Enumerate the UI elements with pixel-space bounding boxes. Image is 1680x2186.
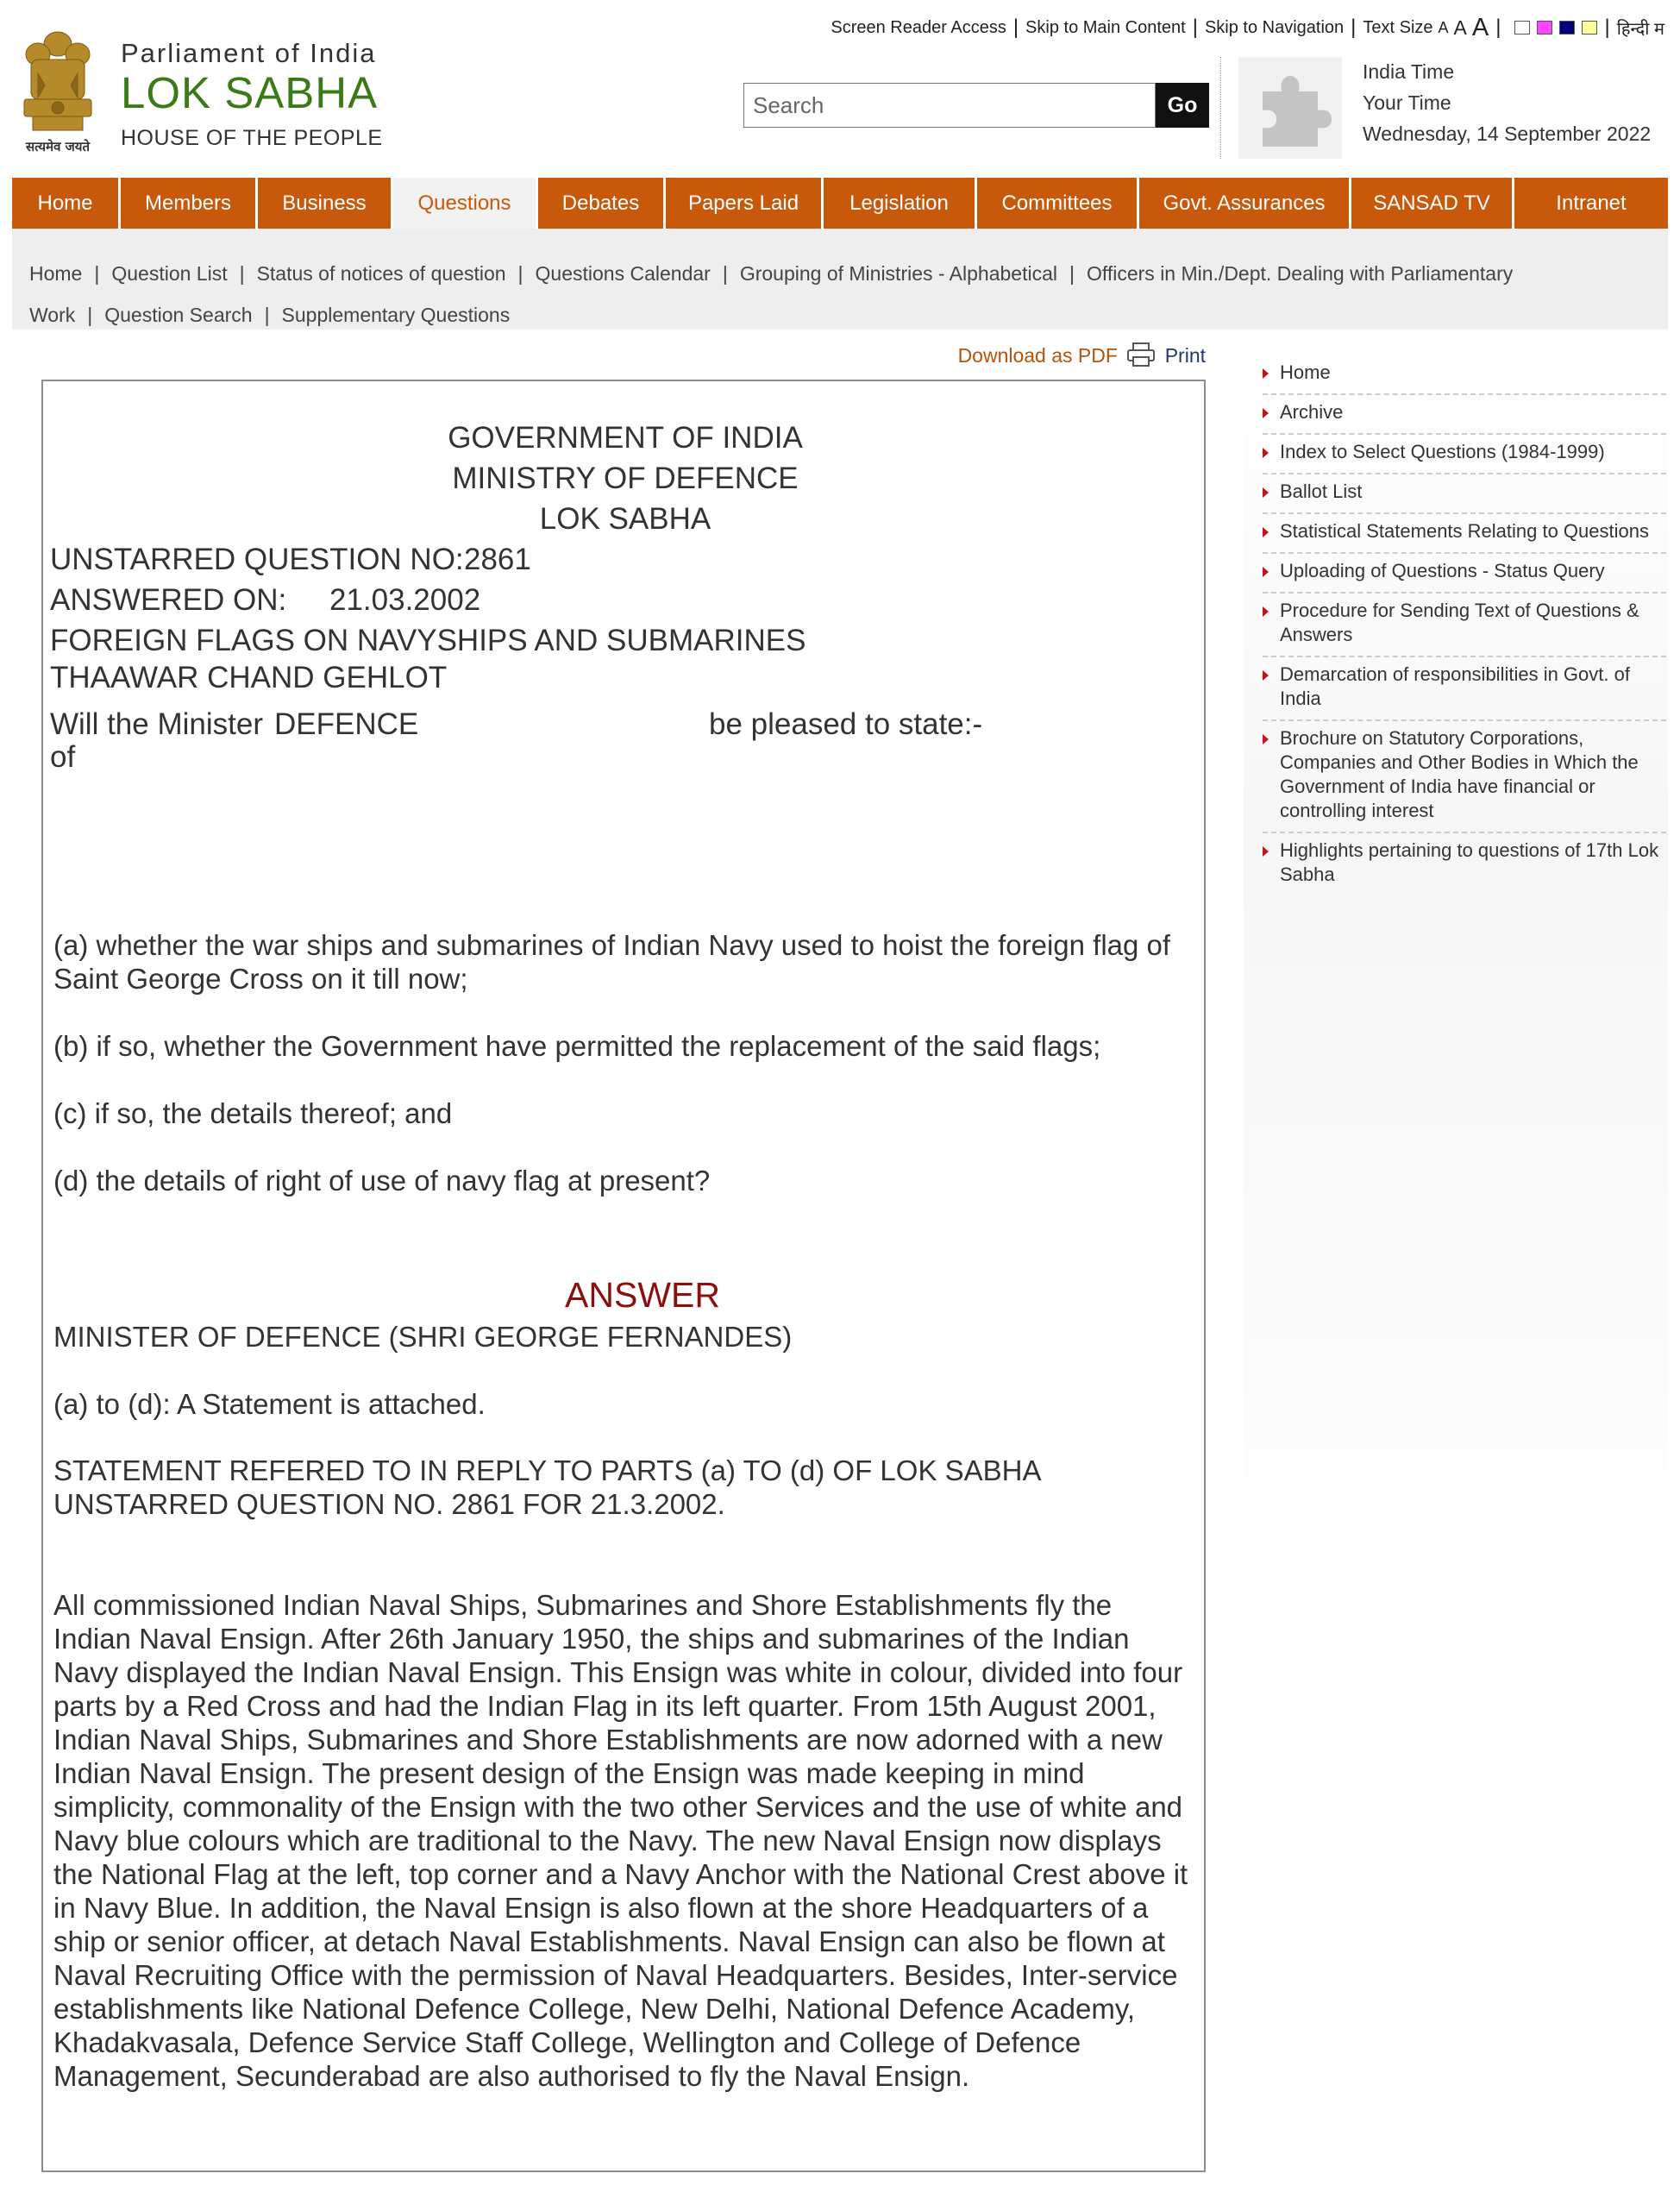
questions-sub-navigation: Home | Question List | Status of notices of question | Questions Calendar | Grouping of Ministries - Alphabetical | Officers in Min./Dept. Dealing with Parliamentary Work | Question Search | Supplementary Questions: [12, 229, 1668, 330]
subnav-home[interactable]: Home: [29, 262, 83, 285]
sidebar-item-statistical-statements[interactable]: Statistical Statements Relating to Questions: [1263, 514, 1666, 554]
statement-heading: STATEMENT REFERED TO IN REPLY TO PARTS (a) TO (d) OF LOK SABHA UNSTARRED QUESTION NO. 2861 FOR 21.3.2002.: [53, 1454, 1040, 1520]
separator: |: [1351, 16, 1357, 39]
search-input[interactable]: [743, 83, 1156, 128]
your-time-label: Your Time: [1363, 91, 1451, 114]
nav-debates[interactable]: Debates: [538, 178, 666, 229]
subnav-grouping-of-ministries[interactable]: Grouping of Ministries - Alphabetical: [739, 262, 1057, 285]
sidebar-item-uploading-status-query[interactable]: Uploading of Questions - Status Query: [1263, 554, 1666, 594]
question-part-c: (c) if so, the details thereof; and: [53, 1097, 453, 1129]
bullet-arrow-icon: [1263, 734, 1269, 744]
theme-white-swatch[interactable]: [1514, 21, 1530, 35]
bullet-arrow-icon: [1263, 408, 1269, 418]
separator: |: [1604, 16, 1610, 39]
document-actions: [862, 342, 1206, 373]
bullet-arrow-icon: [1263, 846, 1269, 857]
skip-to-main-content-link[interactable]: Skip to Main Content: [1025, 17, 1186, 37]
sidebar-item-archive[interactable]: Archive: [1263, 395, 1666, 435]
sidebar-item-home[interactable]: Home: [1263, 355, 1666, 395]
text-size-small-button[interactable]: A: [1438, 18, 1449, 36]
emblem-motto: सत्यमेव जयते: [25, 139, 91, 154]
question-number: 2861: [464, 543, 531, 576]
sidebar-item-index-select-questions[interactable]: Index to Select Questions (1984-1999): [1263, 435, 1666, 474]
text-size-label: Text Size: [1363, 17, 1433, 37]
main-navigation: [12, 178, 1668, 229]
answer-intro: (a) to (d): A Statement is attached.: [53, 1388, 486, 1420]
brand-house-of-the-people: HOUSE OF THE PEOPLE: [121, 126, 383, 150]
search-go-button[interactable]: Go: [1156, 83, 1209, 128]
theme-yellow-swatch[interactable]: [1582, 21, 1597, 35]
nav-business[interactable]: Business: [258, 178, 393, 229]
subnav-question-search[interactable]: Question Search: [104, 304, 253, 326]
accessibility-bar: [831, 14, 1664, 41]
print-link[interactable]: Print: [1164, 344, 1206, 367]
subnav-supplementary-questions[interactable]: Supplementary Questions: [281, 304, 511, 326]
sidebar-item-brochure-statutory-corporations[interactable]: Brochure on Statutory Corporations, Companies and Other Bodies in Which the Government of India have financial or controlling interest: [1263, 721, 1666, 833]
plugin-placeholder: [1238, 57, 1342, 159]
answer-minister: MINISTER OF DEFENCE (SHRI GEORGE FERNANDES): [53, 1321, 793, 1353]
pleased-to-state: be pleased to state:-: [709, 707, 983, 741]
national-emblem-icon[interactable]: [12, 24, 103, 155]
download-pdf-link[interactable]: Download as PDF: [957, 344, 1118, 367]
sidebar-item-highlights-17th-lok-sabha[interactable]: Highlights pertaining to questions of 17th Lok Sabha: [1263, 833, 1666, 895]
text-size-medium-button[interactable]: A: [1453, 16, 1467, 39]
subnav-status-of-notices[interactable]: Status of notices of question: [256, 262, 506, 285]
question-subject: FOREIGN FLAGS ON NAVYSHIPS AND SUBMARINES: [50, 624, 806, 657]
nav-members[interactable]: Members: [121, 178, 258, 229]
theme-pink-swatch[interactable]: [1537, 21, 1552, 35]
bullet-arrow-icon: [1263, 368, 1269, 379]
ministry-short: DEFENCE: [274, 707, 419, 741]
separator: |: [1192, 16, 1198, 39]
member-name: THAAWAR CHAND GEHLOT: [50, 661, 448, 694]
subnav-officers-in-ministry[interactable]: Officers in Min./Dept. Dealing with Parliamentary Work: [29, 262, 1514, 326]
question-type-label: UNSTARRED QUESTION NO:: [50, 543, 464, 576]
doc-house: LOK SABHA: [539, 502, 711, 536]
subnav-question-list[interactable]: Question List: [111, 262, 228, 285]
question-part-b: (b) if so, whether the Government have permitted the replacement of the said flags;: [53, 1030, 1101, 1062]
theme-navy-swatch[interactable]: [1559, 21, 1575, 35]
bullet-arrow-icon: [1263, 567, 1269, 577]
current-date: Wednesday, 14 September 2022: [1363, 122, 1652, 145]
india-time-label: India Time: [1363, 60, 1455, 83]
brand-parliament-of-india: Parliament of India: [121, 38, 377, 68]
statement-body: All commissioned Indian Naval Ships, Submarines and Shore Establishments fly the Indian Naval Ensign. After 26th January 1950, the ships and submarines of the Indian Navy displayed the Indian Naval Ensign. This Ensign was white in colour, divided into four parts by a Red Cross and had the Indian Flag in its left quarter. From 15th August 2001, Indian Naval Ships, Submarines and Shore Establishments are now adorned with a new Indian Naval Ensign. The present design of the Ensign was made keeping in mind simplicity, commonality of the Ensign with the two other Services and the use of white and Navy blue colours which are traditional to the Navy. The new Naval Ensign now displays the National Flag at the left, top corner and a Navy Anchor with the National Crest above it in Navy Blue. In addition, the Naval Ensign is also flown at the shore Headquarters of a ship or senior officer, at detach Naval Establishments. Naval Ensign can also be flown at Naval Recruiting Office with the permission of Naval Headquarters. Besides, Inter-service establishments like National Defence College, New Delhi, National Defence Academy, Khadakvasala, Defence Service Staff College, Wellington and College of Defence Management, Secunderabad are also authorised to fly the Naval Ensign.: [53, 1589, 1188, 2092]
bullet-arrow-icon: [1263, 448, 1269, 458]
doc-government: GOVERNMENT OF INDIA: [448, 421, 803, 455]
nav-papers-laid[interactable]: Papers Laid: [666, 178, 824, 229]
doc-ministry: MINISTRY OF DEFENCE: [452, 462, 799, 495]
sidebar-item-demarcation-of-responsibilities[interactable]: Demarcation of responsibilities in Govt. of India: [1263, 657, 1666, 721]
bullet-arrow-icon: [1263, 527, 1269, 537]
nav-legislation[interactable]: Legislation: [824, 178, 977, 229]
nav-committees[interactable]: Committees: [977, 178, 1139, 229]
site-header: [0, 0, 1680, 177]
answered-on-label: ANSWERED ON:: [50, 583, 287, 617]
puzzle-piece-icon: [1238, 57, 1342, 159]
separator: |: [1012, 16, 1019, 39]
hindi-language-link[interactable]: हिन्दी म: [1616, 19, 1664, 39]
question-part-a: (a) whether the war ships and submarines of Indian Navy used to hoist the foreign flag of Saint George Cross on it till now;: [53, 929, 1171, 995]
questions-sidebar: [1244, 345, 1668, 1553]
bullet-arrow-icon: [1263, 670, 1269, 681]
nav-sansad-tv[interactable]: SANSAD TV: [1351, 178, 1514, 229]
question-answer-document: [41, 380, 1206, 2172]
text-size-large-button[interactable]: A: [1471, 13, 1489, 41]
bullet-arrow-icon: [1263, 606, 1269, 617]
answered-on-date: 21.03.2002: [329, 583, 481, 617]
separator: |: [1495, 16, 1501, 39]
printer-icon[interactable]: [1126, 342, 1156, 367]
answer-heading: ANSWER: [565, 1275, 720, 1315]
sidebar-item-procedure-sending-text[interactable]: Procedure for Sending Text of Questions & Answers: [1263, 594, 1666, 657]
sidebar-links: [1263, 355, 1666, 895]
of-word: of: [50, 740, 76, 774]
will-the-minister: Will the Minister: [50, 707, 263, 741]
subnav-questions-calendar[interactable]: Questions Calendar: [535, 262, 711, 285]
nav-home[interactable]: Home: [12, 178, 121, 229]
nav-govt-assurances[interactable]: Govt. Assurances: [1139, 178, 1351, 229]
screen-reader-access-link[interactable]: Screen Reader Access: [831, 17, 1006, 37]
bullet-arrow-icon: [1263, 487, 1269, 498]
brand-lok-sabha[interactable]: LOK SABHA: [121, 68, 379, 117]
header-divider: [1220, 57, 1221, 159]
question-part-d: (d) the details of right of use of navy flag at present?: [53, 1165, 711, 1197]
nav-intranet[interactable]: Intranet: [1514, 178, 1668, 229]
sidebar-item-ballot-list[interactable]: Ballot List: [1263, 474, 1666, 514]
skip-to-navigation-link[interactable]: Skip to Navigation: [1204, 17, 1345, 37]
nav-questions[interactable]: Questions: [393, 178, 538, 229]
